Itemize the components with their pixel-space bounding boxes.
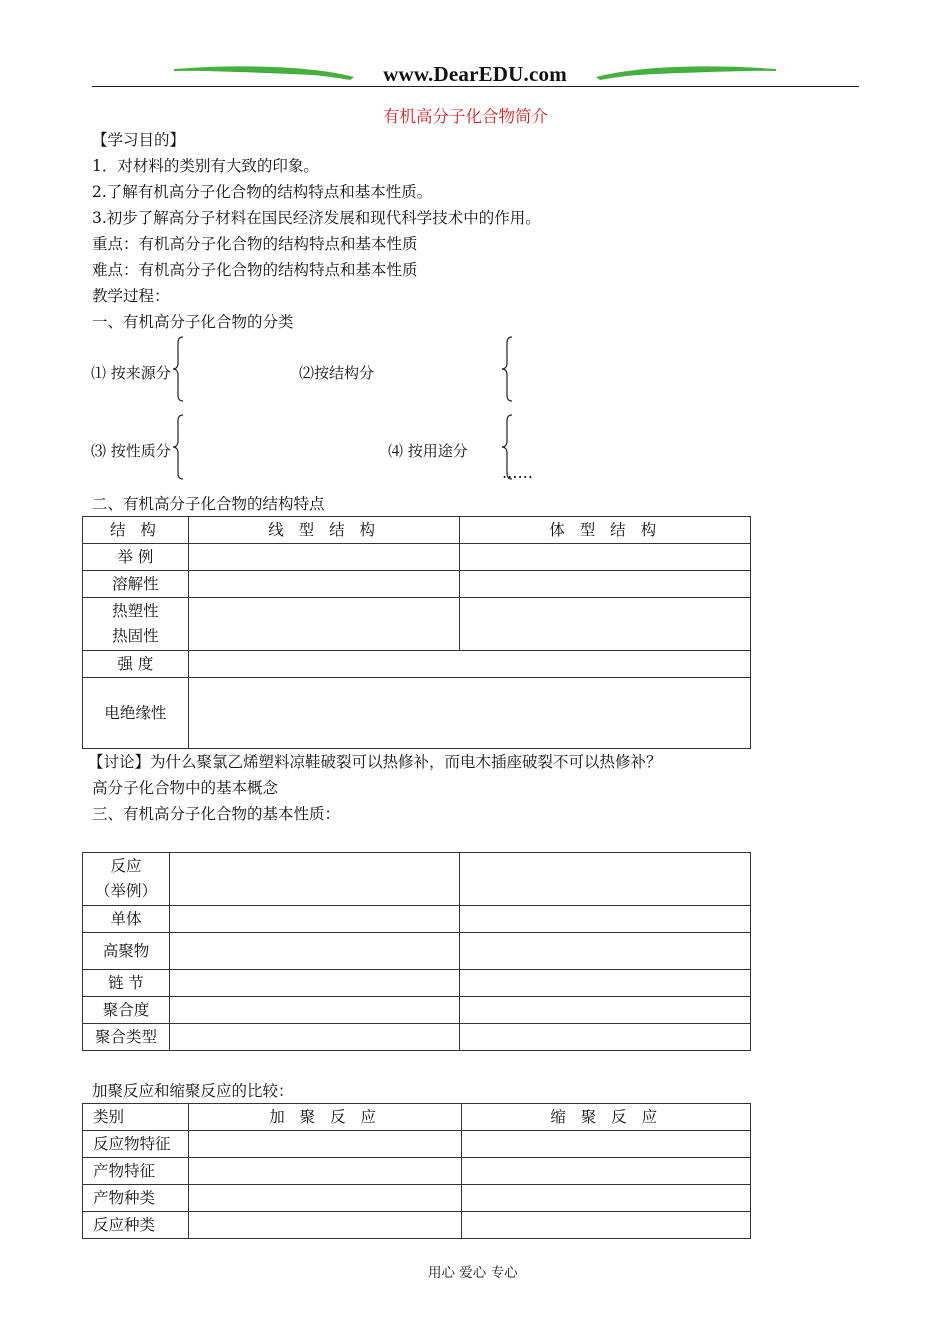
table-header: 线 型 结 构 — [188, 517, 460, 544]
row-label — [83, 598, 189, 651]
table-cell — [460, 544, 751, 571]
ellipsis: …… — [502, 464, 533, 482]
table-header: 缩 聚 反 应 — [462, 1104, 751, 1131]
section1-heading: 一、有机高分子化合物的分类 — [92, 313, 294, 331]
table-cell — [460, 906, 751, 933]
difficulty: 难点：有机高分子化合物的结构特点和基本性质 — [92, 261, 418, 279]
table-cell — [188, 1212, 462, 1239]
page-title: 有机高分子化合物简介 — [383, 107, 548, 126]
row-label: 强 度 — [83, 651, 189, 678]
left-brace-icon — [501, 336, 515, 402]
table-cell — [462, 1212, 751, 1239]
objective-item: 2.了解有机高分子化合物的结构特点和基本性质。 — [92, 183, 433, 201]
classify-by-structure: ⑵按结构分 — [299, 364, 375, 382]
table-cell — [169, 1024, 460, 1051]
table-header: 加 聚 反 应 — [188, 1104, 462, 1131]
row-label: 聚合度 — [83, 997, 170, 1024]
section3-heading: 三、有机高分子化合物的基本性质： — [92, 805, 341, 823]
table-cell — [169, 853, 460, 906]
table-cell — [188, 1185, 462, 1212]
table-cell — [188, 598, 460, 651]
table-cell — [460, 853, 751, 906]
structure-table — [82, 516, 751, 749]
discussion: 【讨论】为什么聚氯乙烯塑料凉鞋破裂可以热修补，而电木插座破裂不可以热修补？ — [88, 753, 662, 771]
table-cell — [460, 997, 751, 1024]
objective-item: 3.初步了解高分子材料在国民经济发展和现代科学技术中的作用。 — [92, 209, 541, 227]
table-cell — [188, 544, 460, 571]
table-cell — [460, 933, 751, 970]
row-label: 聚合类型 — [83, 1024, 170, 1051]
classify-by-property: ⑶ 按性质分 — [91, 442, 171, 460]
classify-by-use: ⑷ 按用途分 — [388, 442, 468, 460]
table-cell — [169, 906, 460, 933]
row-label: 反应种类 — [83, 1212, 189, 1239]
row-label: 产物种类 — [83, 1185, 189, 1212]
concepts-heading: 高分子化合物中的基本概念 — [92, 779, 279, 797]
table-header: 结 构 — [83, 517, 189, 544]
key-point: 重点：有机高分子化合物的结构特点和基本性质 — [92, 235, 418, 253]
left-brace-icon — [172, 336, 186, 402]
table-header: 体 型 结 构 — [460, 517, 751, 544]
header-rule — [92, 86, 859, 87]
row-label-line: （举例） — [94, 882, 157, 900]
table-cell — [188, 1158, 462, 1185]
objectives-heading: 【学习目的】 — [92, 131, 186, 149]
page-footer: 用心 爱心 专心 — [428, 1265, 518, 1281]
table-cell — [460, 571, 751, 598]
table-header: 类别 — [83, 1104, 189, 1131]
table-cell — [169, 970, 460, 997]
table-cell — [188, 678, 750, 749]
table-cell — [188, 1131, 462, 1158]
row-label-line: 热固性 — [112, 627, 159, 645]
table-cell — [462, 1185, 751, 1212]
classify-by-source: ⑴ 按来源分 — [91, 364, 171, 382]
process-label: 教学过程： — [92, 287, 170, 305]
row-label: 举 例 — [83, 544, 189, 571]
section2-heading: 二、有机高分子化合物的结构特点 — [92, 495, 325, 513]
table-cell — [460, 970, 751, 997]
properties-table — [82, 852, 751, 1051]
logo-text: www.DearEDU.com — [383, 62, 567, 86]
objective-item: 1．对材料的类别有大致的印象。 — [92, 157, 319, 175]
row-label-line: 热塑性 — [112, 602, 159, 620]
comparison-table — [82, 1103, 751, 1239]
row-label: 反应物特征 — [83, 1131, 189, 1158]
row-label-line: 反应 — [110, 857, 142, 875]
row-label: 单体 — [83, 906, 170, 933]
table-cell — [460, 598, 751, 651]
table-cell — [188, 651, 750, 678]
table-cell — [462, 1158, 751, 1185]
row-label: 链 节 — [83, 970, 170, 997]
table-cell — [169, 933, 460, 970]
row-label: 电绝缘性 — [83, 678, 189, 749]
table-cell — [188, 571, 460, 598]
row-label: 溶解性 — [83, 571, 189, 598]
table-cell — [462, 1131, 751, 1158]
table-cell — [460, 1024, 751, 1051]
row-label: 高聚物 — [83, 933, 170, 970]
row-label: 产物特征 — [83, 1158, 189, 1185]
table-cell — [169, 997, 460, 1024]
comparison-heading: 加聚反应和缩聚反应的比较： — [92, 1082, 294, 1100]
row-label — [83, 853, 170, 906]
left-brace-icon — [172, 414, 186, 480]
